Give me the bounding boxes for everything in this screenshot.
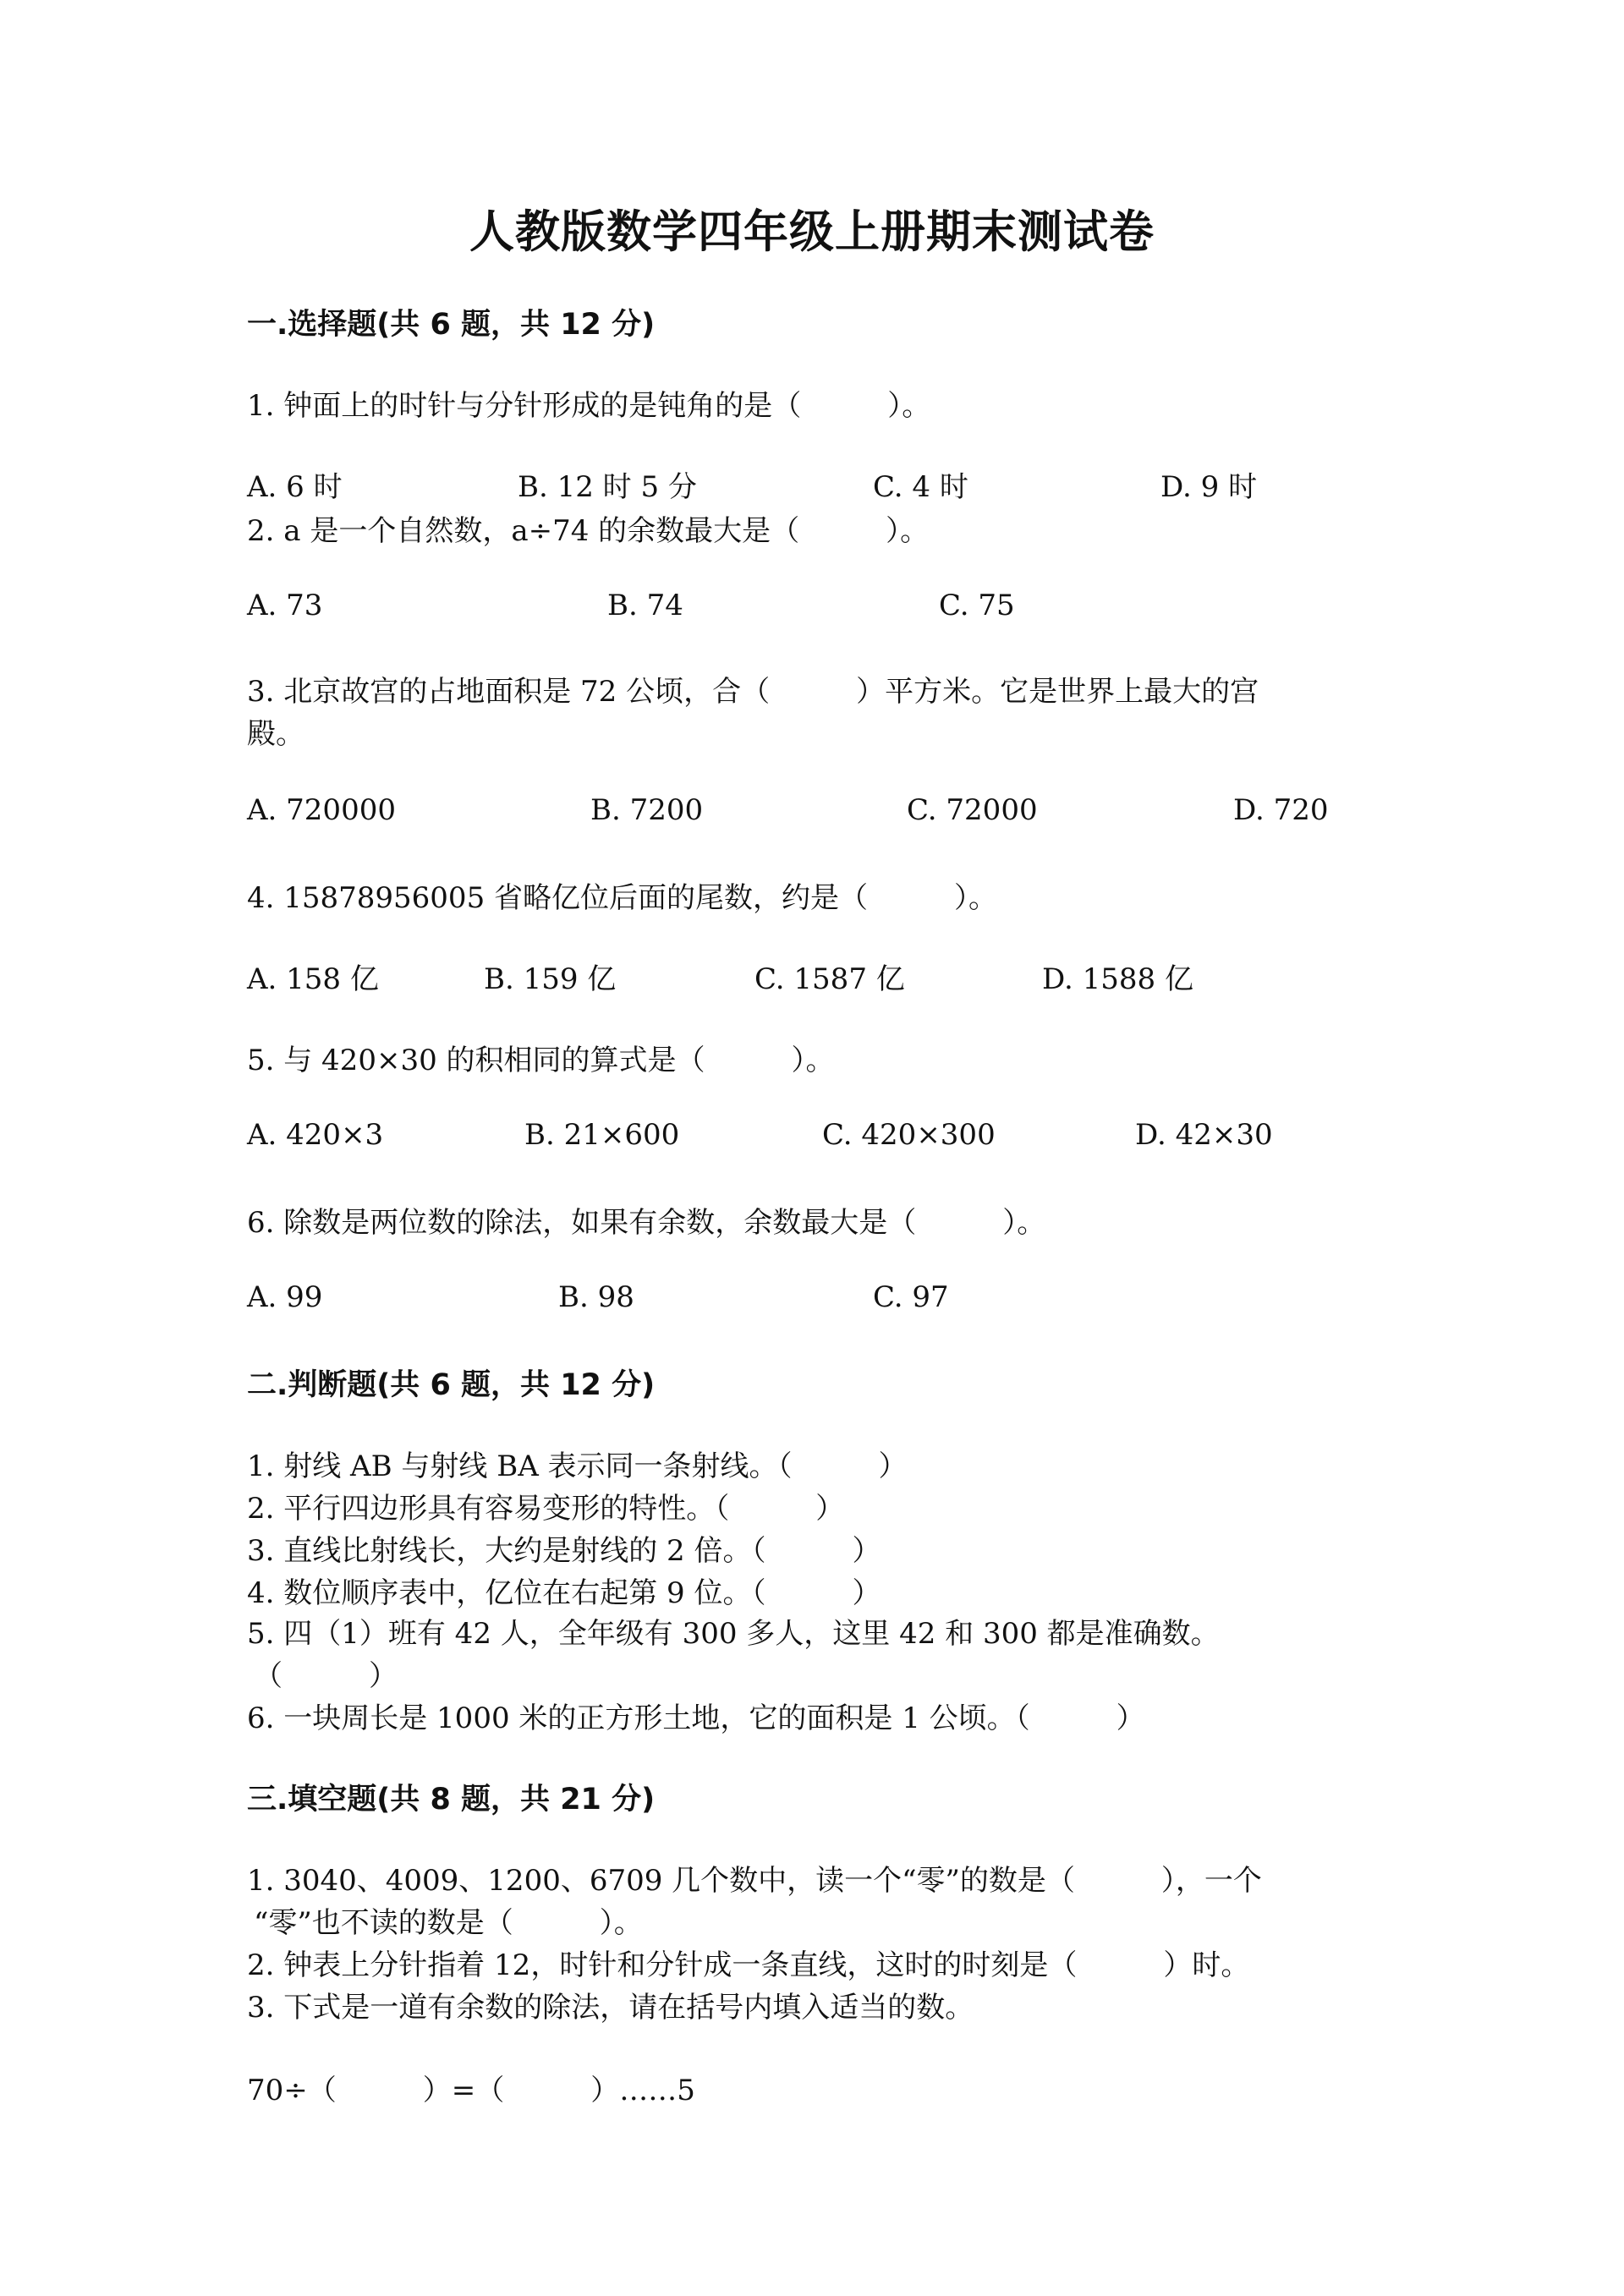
- question-1: 1. 钟面上的时针与分针形成的是钝角的是（ ）。: [247, 389, 931, 423]
- judgement-item: 6. 一块周长是 1000 米的正方形土地，它的面积是 1 公顷。（ ）: [247, 1701, 1145, 1735]
- option-b: B. 7200: [590, 793, 704, 827]
- fill-item-continuation: “零”也不读的数是（ ）。: [254, 1906, 643, 1940]
- question-5: 5. 与 420×30 的积相同的算式是（ ）。: [247, 1044, 835, 1077]
- option-a: A. 158 亿: [247, 962, 379, 996]
- option-c: C. 1587 亿: [754, 962, 905, 996]
- option-d: D. 9 时: [1160, 470, 1258, 504]
- question-3-line-1: 3. 北京故宫的占地面积是 72 公顷，合（ ）平方米。它是世界上最大的宫: [247, 675, 1259, 709]
- option-c: C. 97: [873, 1280, 949, 1314]
- question-6: 6. 除数是两位数的除法，如果有余数，余数最大是（ ）。: [247, 1206, 1046, 1240]
- option-b: B. 74: [607, 589, 683, 622]
- option-b: B. 12 时 5 分: [518, 470, 697, 504]
- option-c: C. 420×300: [822, 1118, 996, 1152]
- option-a: A. 99: [247, 1280, 323, 1314]
- option-a: A. 6 时: [247, 470, 343, 504]
- question-3-line-2: 殿。: [247, 717, 304, 751]
- section-heading-fill-blank: 三.填空题(共 8 题，共 21 分): [247, 1783, 656, 1817]
- fill-item: 1. 3040、4009、1200、6709 几个数中，读一个“零”的数是（ ），一个: [247, 1864, 1262, 1898]
- question-2: 2. a 是一个自然数，a÷74 的余数最大是（ ）。: [247, 514, 930, 548]
- fill-item: 2. 钟表上分针指着 12，时针和分针成一条直线，这时的时刻是（ ）时。: [247, 1948, 1250, 1982]
- division-equation: 70÷（ ）=（ ）……5: [247, 2074, 695, 2107]
- option-a: A. 720000: [247, 793, 396, 827]
- option-b: B. 21×600: [524, 1118, 680, 1152]
- judgement-item: 4. 数位顺序表中，亿位在右起第 9 位。（ ）: [247, 1576, 881, 1610]
- option-c: C. 75: [939, 589, 1015, 622]
- judgement-item: 2. 平行四边形具有容易变形的特性。（ ）: [247, 1492, 845, 1526]
- section-heading-judgement: 二.判断题(共 6 题，共 12 分): [247, 1368, 656, 1402]
- question-4: 4. 15878956005 省略亿位后面的尾数，约是（ ）。: [247, 881, 998, 915]
- judgement-item: 3. 直线比射线长，大约是射线的 2 倍。（ ）: [247, 1534, 881, 1568]
- judgement-item: 1. 射线 AB 与射线 BA 表示同一条射线。（ ）: [247, 1449, 908, 1483]
- option-d: D. 1588 亿: [1042, 962, 1193, 996]
- option-d: D. 42×30: [1135, 1118, 1273, 1152]
- option-a: A. 420×3: [247, 1118, 384, 1152]
- option-a: A. 73: [247, 589, 323, 622]
- option-c: C. 4 时: [873, 470, 968, 504]
- fill-item: 3. 下式是一道有余数的除法，请在括号内填入适当的数。: [247, 1991, 974, 2025]
- option-b: B. 98: [558, 1280, 634, 1314]
- section-heading-choice: 一.选择题(共 6 题，共 12 分): [247, 308, 656, 342]
- option-d: D. 720: [1233, 793, 1329, 827]
- judgement-item-continuation: （ ）: [254, 1659, 398, 1693]
- judgement-item: 5. 四（1）班有 42 人，全年级有 300 多人，这里 42 和 300 都是准确数。: [247, 1617, 1220, 1651]
- option-c: C. 72000: [907, 793, 1038, 827]
- option-b: B. 159 亿: [484, 962, 617, 996]
- page-title: 人教版数学四年级上册期末测试卷: [469, 206, 1155, 258]
